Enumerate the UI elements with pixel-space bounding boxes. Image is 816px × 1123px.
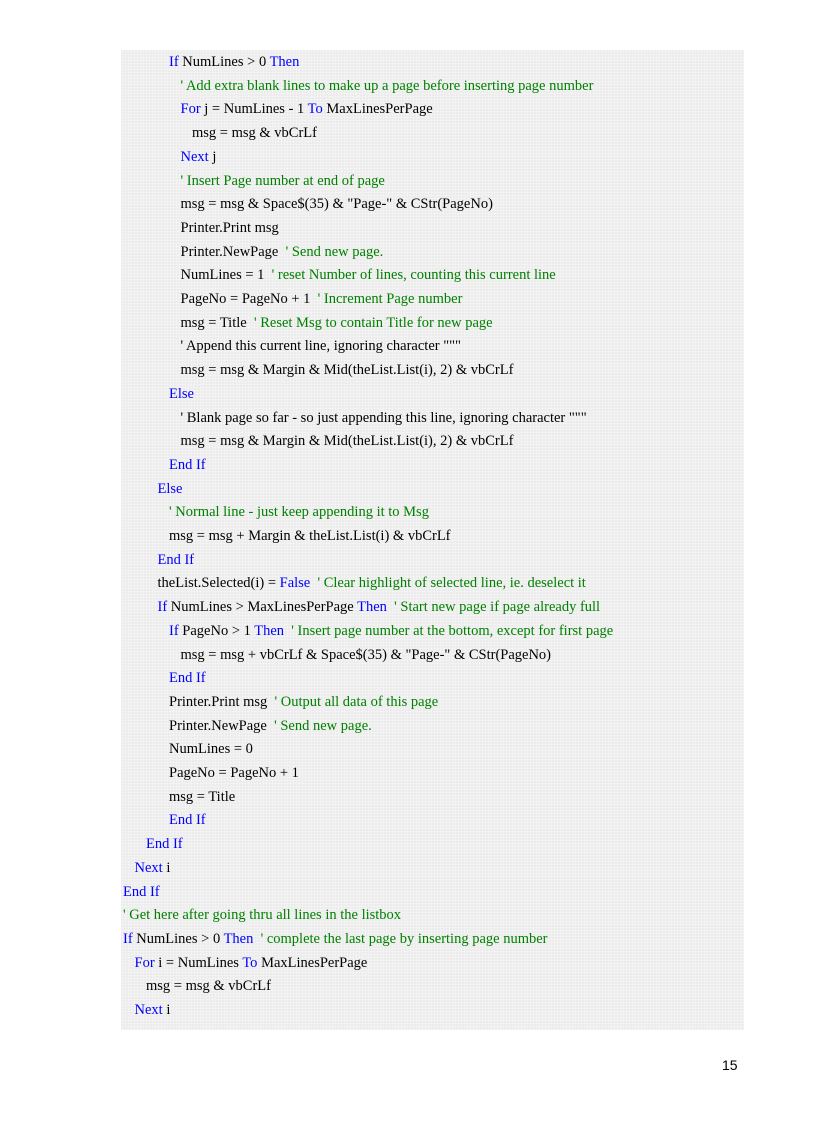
code-line <box>181 359 514 381</box>
code-text: NumLines > 0 <box>178 54 270 70</box>
code-keyword: To <box>242 954 258 971</box>
code-comment: ' Start new page if page already full <box>394 599 601 616</box>
code-keyword: If <box>123 930 133 947</box>
code-comment: ' Reset Msg to contain Title for new page <box>253 314 493 331</box>
code-keyword: False <box>279 575 311 592</box>
code-line <box>169 809 206 831</box>
code-comment: ' Increment Page number <box>317 291 463 307</box>
code-line <box>169 501 429 523</box>
code-text: ' Append this current line, ignoring character """ <box>180 338 461 355</box>
code-line <box>135 999 171 1021</box>
code-text: NumLines = 1 <box>180 267 272 284</box>
code-line <box>158 596 601 618</box>
code-keyword: Next <box>134 859 163 876</box>
code-text: i <box>162 1002 171 1018</box>
code-text: PageNo = PageNo + 1 <box>180 291 318 307</box>
code-comment: ' Send new page. <box>274 717 372 734</box>
page-number: 15 <box>722 1057 738 1073</box>
code-text: MaxLinesPerPage <box>257 954 368 971</box>
code-comment: ' Insert Page number at end of page <box>180 172 385 189</box>
code-line <box>169 620 613 642</box>
code-line <box>123 928 548 950</box>
code-text: NumLines = 0 <box>169 741 253 758</box>
code-line <box>169 383 194 405</box>
code-keyword: If <box>169 622 179 639</box>
code-line <box>181 75 594 97</box>
code-line <box>146 833 183 855</box>
code-keyword: If <box>157 599 168 616</box>
code-keyword: End If <box>169 670 206 687</box>
code-keyword: Then <box>357 599 387 616</box>
code-listing <box>121 50 744 1030</box>
code-line <box>181 146 217 168</box>
code-keyword: End If <box>169 812 206 829</box>
code-line <box>192 122 317 144</box>
code-comment: ' Output all data of this page <box>274 693 439 710</box>
code-keyword: Then <box>254 622 285 639</box>
code-line <box>158 572 586 594</box>
code-keyword: End If <box>123 883 160 900</box>
code-keyword: Else <box>157 480 183 497</box>
code-text: MaxLinesPerPage <box>322 101 433 118</box>
code-line <box>181 217 279 239</box>
code-keyword: To <box>307 101 323 118</box>
code-text: j <box>208 148 217 165</box>
code-keyword: Next <box>180 148 209 165</box>
code-text: NumLines > 0 <box>132 930 224 947</box>
code-text: Printer.Print msg <box>169 693 275 710</box>
code-comment: ' Send new page. <box>285 243 384 260</box>
code-line <box>169 51 299 73</box>
code-text: msg = msg + Margin & theList.List(i) & vbCrLf <box>169 528 451 544</box>
code-line <box>181 644 552 666</box>
code-text: Printer.NewPage <box>180 243 286 260</box>
code-comment: ' Clear highlight of selected line, ie. deselect it <box>317 575 586 592</box>
code-keyword: Then <box>223 930 254 947</box>
code-keyword: End If <box>146 836 183 853</box>
code-line <box>181 193 493 215</box>
code-text: msg = msg & vbCrLf <box>192 125 317 142</box>
code-keyword: For <box>180 101 201 118</box>
code-text: msg = Title <box>169 788 236 805</box>
code-line <box>181 335 461 357</box>
code-line <box>169 762 299 784</box>
code-text: Printer.Print msg <box>180 219 279 236</box>
code-line <box>123 904 401 926</box>
code-line <box>181 98 433 120</box>
code-keyword: Then <box>269 54 300 70</box>
code-text: i <box>162 859 171 876</box>
code-line <box>169 454 206 476</box>
code-line <box>158 549 195 571</box>
code-line <box>169 667 206 689</box>
code-text: ' Blank page so far - so just appending this line, ignoring character """ <box>180 409 587 426</box>
code-line <box>135 952 368 974</box>
code-text: NumLines > MaxLinesPerPage <box>167 599 358 616</box>
code-keyword: Else <box>169 385 194 402</box>
code-line <box>181 288 463 310</box>
code-line <box>169 786 235 808</box>
code-keyword: Next <box>134 1002 163 1018</box>
code-comment: ' complete the last page by inserting page number <box>260 930 548 947</box>
code-line <box>123 881 160 903</box>
code-comment: ' Normal line - just keep appending it to Msg <box>169 504 429 521</box>
code-comment: ' Add extra blank lines to make up a page before inserting page number <box>180 77 594 94</box>
code-line <box>181 430 514 452</box>
code-text <box>253 931 260 947</box>
code-keyword: If <box>169 54 179 70</box>
code-line <box>181 241 384 263</box>
code-text: j = NumLines - 1 <box>200 101 308 118</box>
code-text: theList.Selected(i) = <box>157 575 280 592</box>
code-text: msg = msg & Margin & Mid(theList.List(i), 2) & vbCrLf <box>180 433 514 450</box>
code-keyword: End If <box>169 456 206 473</box>
code-keyword: End If <box>157 551 195 568</box>
code-comment: ' Insert page number at the bottom, except for first page <box>291 622 614 639</box>
code-text: Printer.NewPage <box>169 717 275 734</box>
code-line <box>181 264 556 286</box>
code-line <box>181 170 385 192</box>
code-text: msg = msg & vbCrLf <box>146 978 271 995</box>
code-text: PageNo = PageNo + 1 <box>169 765 299 781</box>
code-text: msg = msg + vbCrLf & Space$(35) & "Page-" & CStr(PageNo) <box>180 646 552 663</box>
code-line <box>146 975 271 997</box>
code-text: msg = msg & Space$(35) & "Page-" & CStr(PageNo) <box>180 196 493 213</box>
code-line <box>169 525 451 547</box>
code-text: i = NumLines <box>154 954 243 971</box>
code-line <box>135 857 171 879</box>
code-line <box>169 715 372 737</box>
code-keyword: For <box>134 954 155 971</box>
code-line <box>169 691 438 713</box>
code-line <box>181 407 587 429</box>
code-text: msg = msg & Margin & Mid(theList.List(i), 2) & vbCrLf <box>180 362 514 379</box>
code-text: PageNo > 1 <box>178 622 255 639</box>
code-comment: ' Get here after going thru all lines in the listbox <box>123 907 402 924</box>
code-line <box>158 478 183 500</box>
code-line <box>169 738 253 760</box>
code-line <box>181 312 493 334</box>
code-text: msg = Title <box>180 314 254 331</box>
code-comment: ' reset Number of lines, counting this current line <box>271 267 556 284</box>
